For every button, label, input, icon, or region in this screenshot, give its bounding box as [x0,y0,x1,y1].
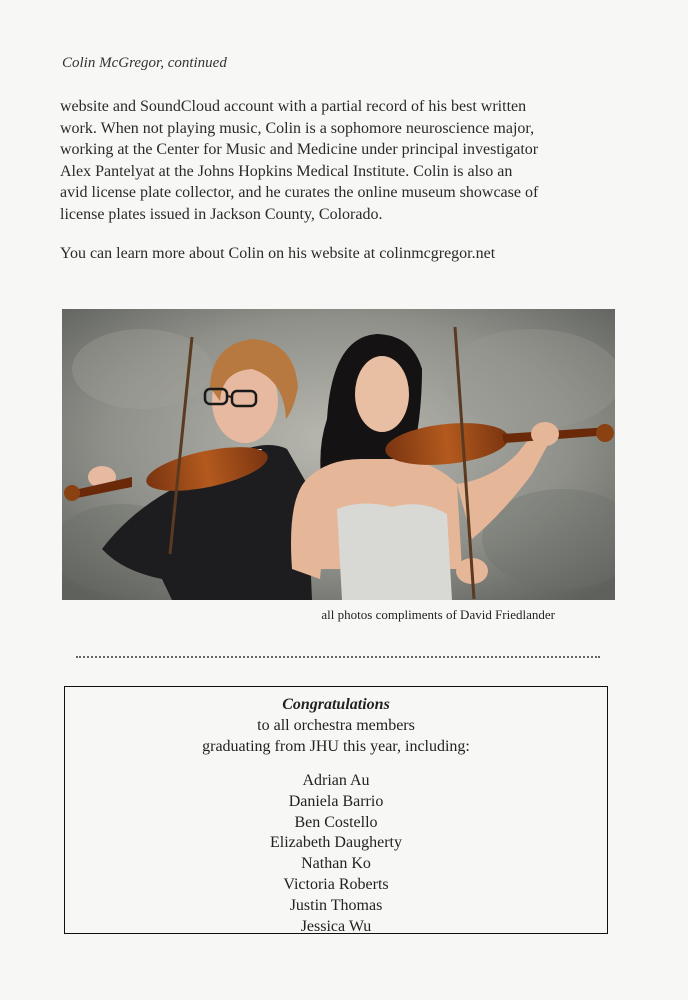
congratulations-box [64,686,608,934]
website-paragraph: You can learn more about Colin on his website at colinmcgregor.net [60,245,496,262]
graduate-name: Elizabeth Daugherty [270,834,402,852]
photo-caption: all photos compliments of David Friedlander [321,607,555,622]
congrats-line-1: to all orchestra members [257,717,415,734]
graduate-name: Daniela Barrio [288,792,384,810]
dotted-divider [76,656,600,658]
congrats-title: Congratulations [282,696,390,713]
graduate-name: Ben Costello [294,813,378,831]
graduate-list [65,771,607,937]
graduate-name: Adrian Au [302,772,370,789]
congrats-line-2: graduating from JHU this year, including: [202,738,470,755]
bio-paragraph: website and SoundCloud account with a partial record of his best written work. When not playing music, Colin is a sophomore neuroscience major, working at the Center for Music and Medicine under principal investigator Alex Pantelyat at the Johns Hopkins Medical Institute. Colin is also an avid license plate collector, and he curates the online museum showcase of license plates issued in Jackson County, Colorado. [60,98,539,223]
graduate-name: Jessica Wu [300,917,372,935]
graduate-name: Justin Thomas [289,896,383,914]
violinists-photo [62,309,615,600]
running-head: Colin McGregor, continued [62,55,227,71]
graduate-name: Victoria Roberts [283,875,389,893]
graduate-name: Nathan Ko [301,855,371,873]
